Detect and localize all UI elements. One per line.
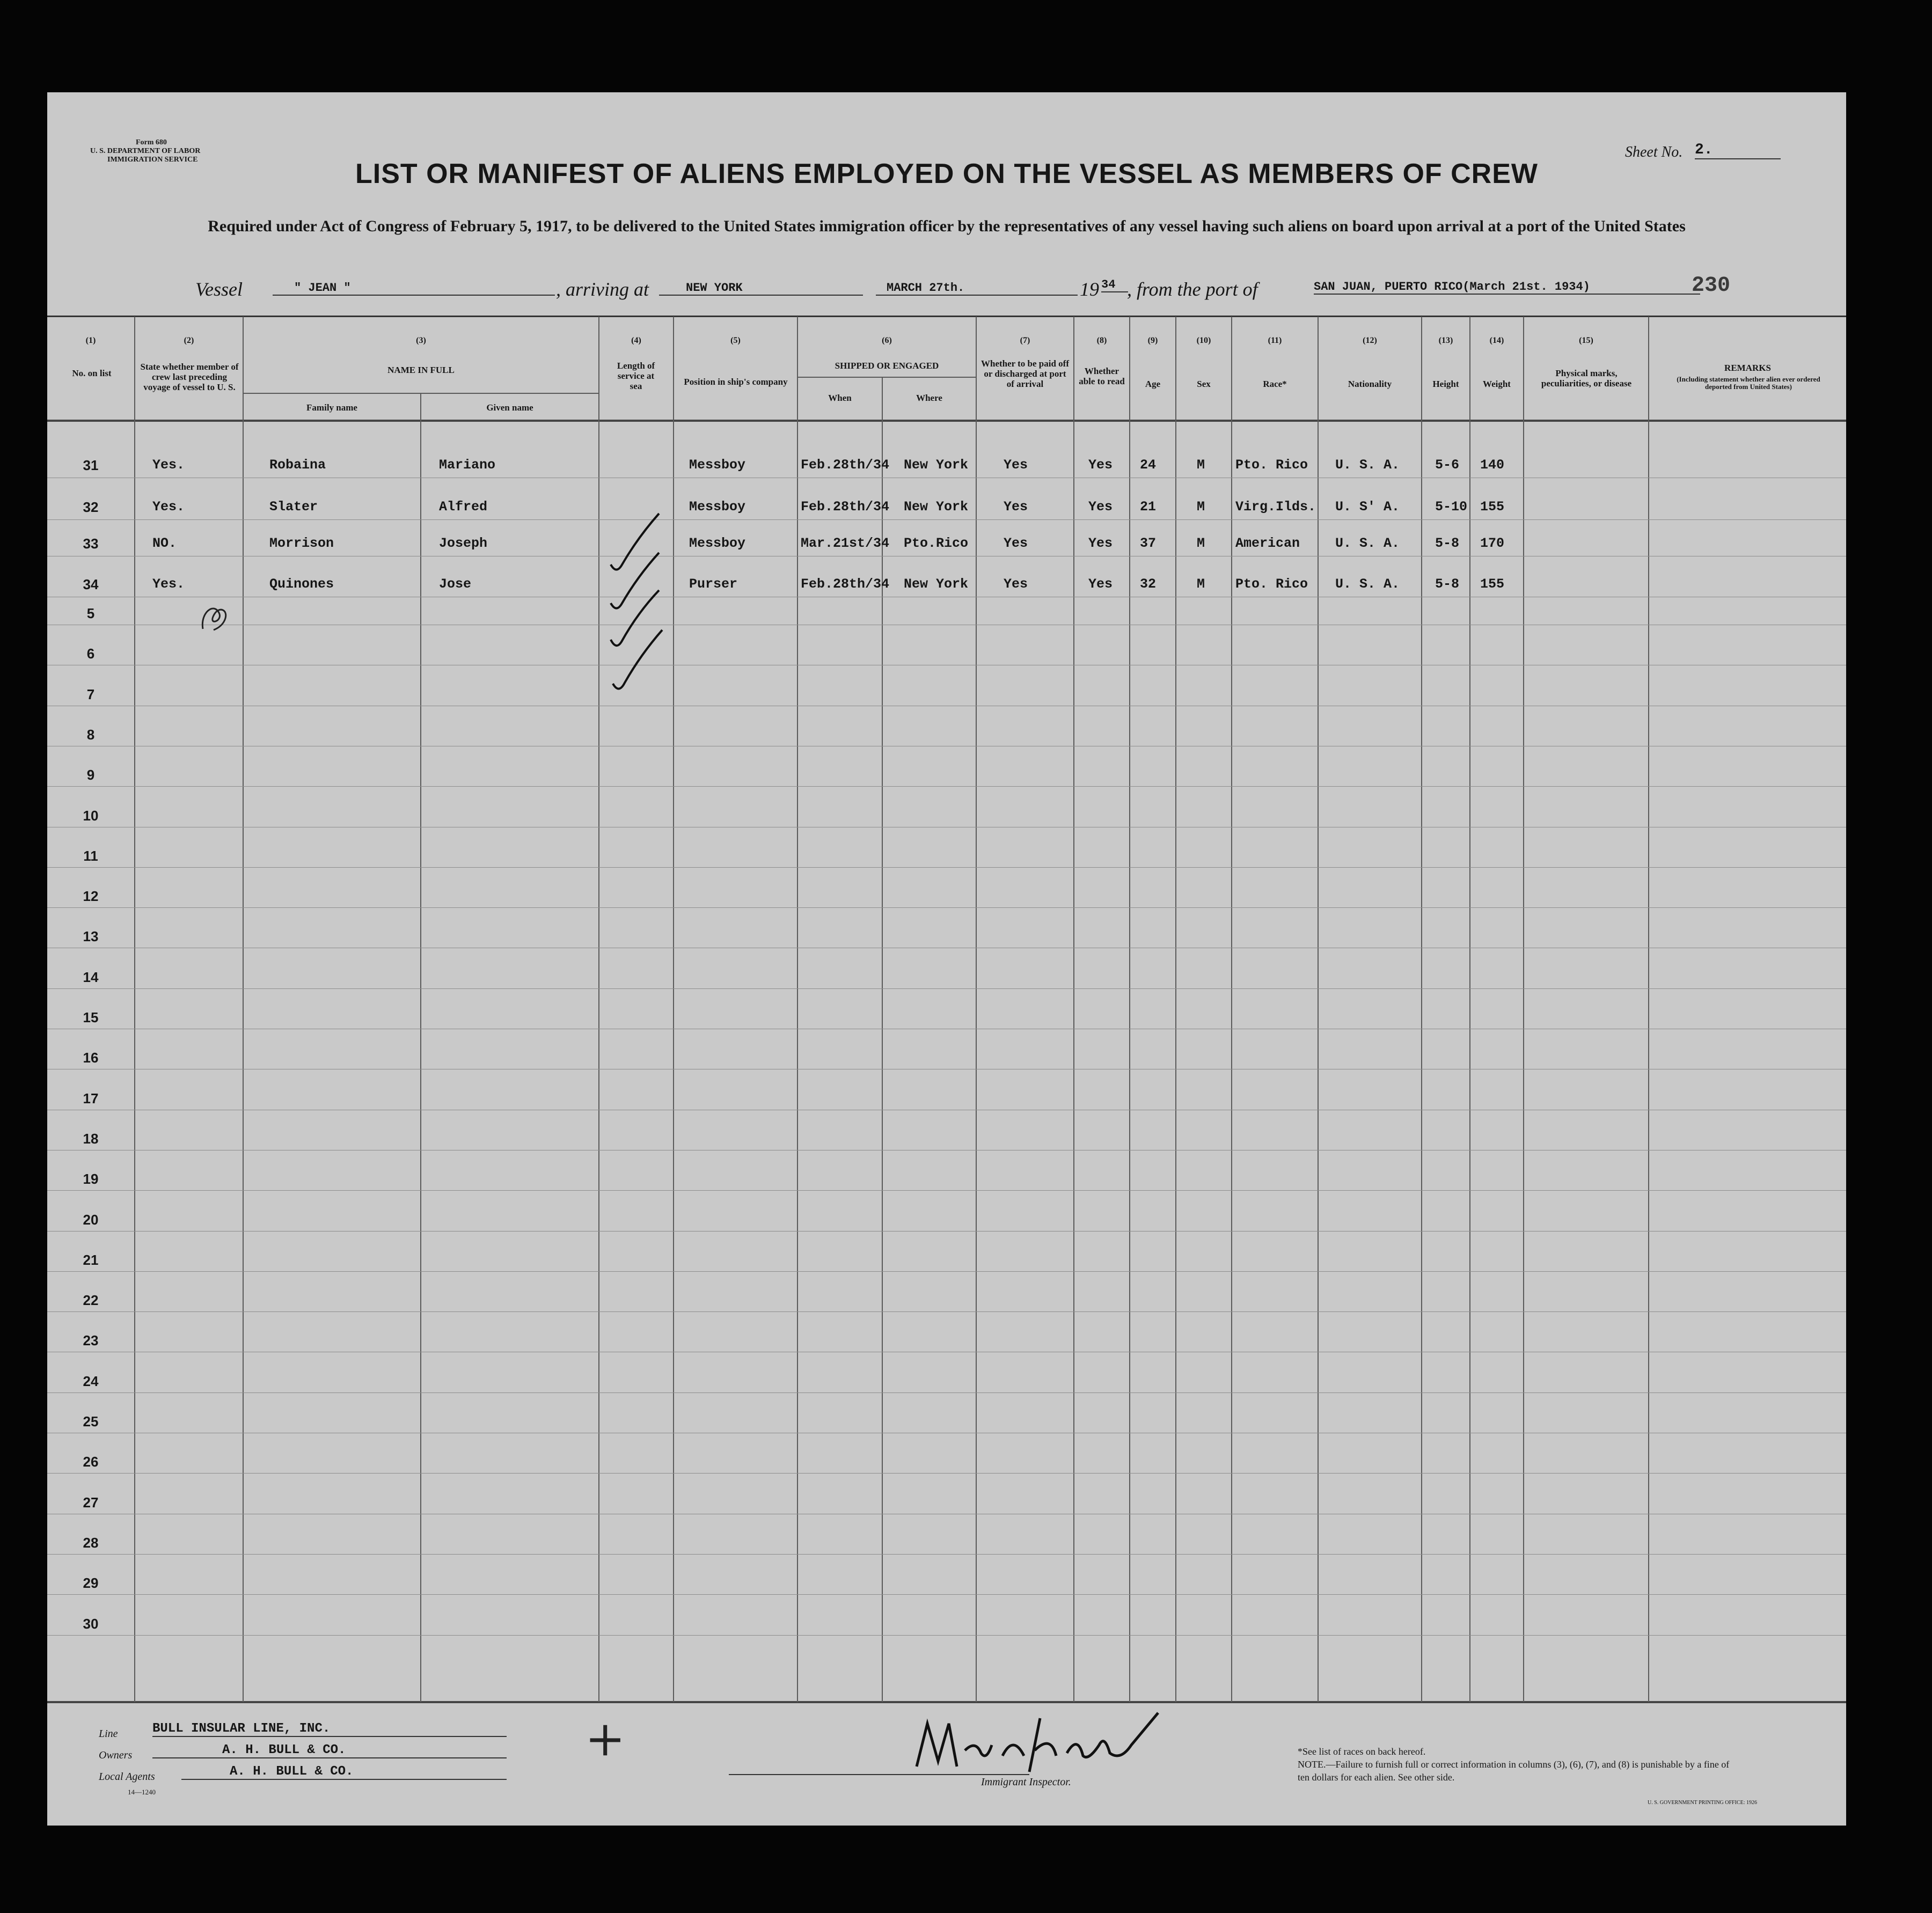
cell-shipped-where: Pto.Rico — [904, 536, 969, 551]
cell-age: 21 — [1140, 499, 1157, 515]
row-number: 31 — [83, 457, 99, 473]
cell-read: Yes — [1088, 457, 1113, 473]
col-header-paid-off: Whether to be paid off or discharged at port of arrival — [980, 358, 1069, 389]
check-mark — [611, 553, 659, 609]
col-header-race: Race* — [1263, 379, 1287, 389]
department-name: U. S. DEPARTMENT OF LABOR — [90, 147, 201, 155]
service-name: IMMIGRATION SERVICE — [107, 156, 198, 164]
cell-read: Yes — [1088, 536, 1113, 551]
col-header-shipped: SHIPPED OR ENGAGED — [835, 361, 939, 371]
cell-shipped-where: New York — [904, 576, 969, 592]
col-header-remarks: REMARKS — [1724, 363, 1771, 373]
cell-shipped-where: New York — [904, 499, 969, 515]
row-number: 18 — [83, 1130, 99, 1147]
cell-paid-off: Yes — [1004, 499, 1028, 515]
col-divider — [1175, 317, 1176, 1702]
col-divider — [598, 317, 599, 1702]
cell-shipped-where: New York — [904, 457, 969, 473]
col-header-when: When — [828, 393, 852, 403]
cell-prev-voyage: Yes. — [152, 457, 185, 473]
year-suffix: 34 — [1101, 278, 1128, 292]
cell-sex: M — [1197, 576, 1205, 592]
races-note: *See list of races on back hereof. — [1298, 1746, 1426, 1757]
row-rule — [47, 1311, 1846, 1312]
printer-imprint: U. S. GOVERNMENT PRINTING OFFICE: 1926 — [1648, 1800, 1757, 1806]
handwritten-initials — [197, 597, 240, 640]
cell-family-name: Quinones — [269, 576, 334, 592]
cell-paid-off: Yes — [1004, 457, 1028, 473]
check-mark — [611, 590, 659, 646]
row-number: 29 — [83, 1575, 99, 1592]
cell-sex: M — [1197, 457, 1205, 473]
col-header-weight: Weight — [1483, 379, 1511, 389]
row-rule — [47, 1392, 1846, 1393]
row-number: 9 — [86, 767, 95, 783]
col-num: (8) — [1096, 336, 1107, 345]
col-divider — [1648, 317, 1649, 1702]
row-number: 25 — [83, 1413, 99, 1430]
row-rule — [47, 1554, 1846, 1555]
col-divider — [976, 317, 977, 1702]
from-port: SAN JUAN, PUERTO RICO(March 21st. 1934) — [1314, 280, 1700, 295]
col-header-remarks-note: (Including statement whether alien ever ordered deported from United States) — [1677, 375, 1820, 391]
row-number: 12 — [83, 888, 99, 905]
row-number: 32 — [83, 499, 99, 515]
row-number: 23 — [83, 1332, 99, 1349]
col-num: (15) — [1579, 336, 1593, 345]
row-number: 11 — [83, 847, 98, 864]
line-value: BULL INSULAR LINE, INC. — [152, 1721, 507, 1737]
arriving-label: , arriving at — [556, 278, 649, 300]
inspector-label: Immigrant Inspector. — [981, 1776, 1071, 1788]
row-rule — [47, 1271, 1846, 1272]
col-divider — [1523, 317, 1524, 1702]
col-header-where: Where — [916, 393, 942, 403]
cell-race: Pto. Rico — [1235, 576, 1308, 592]
row-number: 22 — [83, 1292, 99, 1309]
cell-sex: M — [1197, 499, 1205, 515]
col-divider — [1231, 317, 1232, 1702]
cell-read: Yes — [1088, 576, 1113, 592]
cell-weight: 155 — [1480, 576, 1505, 592]
row-number: 5 — [86, 605, 95, 621]
cell-position: Messboy — [689, 536, 746, 551]
col-header-physical-marks: Physical marks, peculiarities, or disease — [1541, 368, 1632, 389]
row-rule — [47, 786, 1846, 787]
row-number: 28 — [83, 1534, 99, 1551]
cell-nationality: U. S' A. — [1335, 499, 1400, 515]
cell-prev-voyage: NO. — [152, 536, 177, 551]
col-num: (7) — [1020, 336, 1030, 345]
cell-weight: 155 — [1480, 499, 1505, 515]
cell-height: 5-10 — [1435, 499, 1468, 515]
row-number: 13 — [83, 928, 99, 945]
row-number: 24 — [83, 1373, 99, 1389]
inspector-signature — [906, 1702, 1239, 1788]
row-rule — [47, 1231, 1846, 1232]
col-num: (3) — [416, 336, 426, 345]
col-header-service: Length of service at sea — [617, 361, 655, 391]
cell-height: 5-8 — [1435, 576, 1460, 592]
owners-value: A. H. BULL & CO. — [152, 1743, 507, 1758]
col-header-position: Position in ship's company — [684, 377, 788, 387]
header-bottom-border — [47, 420, 1846, 422]
row-rule — [47, 988, 1846, 989]
form-number: Form 680 — [136, 138, 167, 146]
arrival-date: MARCH 27th. — [876, 281, 1078, 296]
cell-shipped-when: Feb.28th/34 — [801, 499, 890, 515]
row-number: 10 — [83, 807, 99, 824]
col-divider — [882, 377, 883, 1702]
cell-position: Purser — [689, 576, 738, 592]
cell-shipped-when: Feb.28th/34 — [801, 576, 890, 592]
inspector-signature-line — [729, 1774, 1029, 1775]
cell-family-name: Robaina — [269, 457, 326, 473]
row-number: 26 — [83, 1454, 99, 1470]
col-header-family-name: Family name — [306, 402, 357, 413]
row-number: 14 — [83, 969, 99, 985]
sheet-number: 2. — [1695, 142, 1781, 159]
col-header-height: Height — [1432, 379, 1459, 389]
cell-paid-off: Yes — [1004, 536, 1028, 551]
row-number: 15 — [83, 1009, 99, 1025]
check-marks — [600, 484, 675, 699]
col-divider — [1318, 317, 1319, 1702]
col-header-sex: Sex — [1197, 379, 1211, 389]
year-prefix: 19 — [1080, 278, 1099, 300]
cell-paid-off: Yes — [1004, 576, 1028, 592]
cell-prev-voyage: Yes. — [152, 576, 185, 592]
col-header-read: Whether able to read — [1079, 366, 1125, 386]
row-rule — [47, 1594, 1846, 1595]
owners-label: Owners — [99, 1749, 133, 1761]
col-divider — [1421, 317, 1422, 1702]
cell-position: Messboy — [689, 457, 746, 473]
fine-note: NOTE.—Failure to furnish full or correct information in columns (3), (6), (7), and (8) is punishable by a fine of ten dollars for each alien. See other side. — [1298, 1759, 1730, 1783]
cell-race: Pto. Rico — [1235, 457, 1308, 473]
cell-shipped-when: Feb.28th/34 — [801, 457, 890, 473]
cell-given-name: Mariano — [439, 457, 496, 473]
row-number: 21 — [83, 1251, 99, 1268]
row-number: 34 — [83, 576, 99, 592]
row-rule — [47, 907, 1846, 908]
cell-shipped-when: Mar.21st/34 — [801, 536, 890, 551]
vessel-label: Vessel — [195, 278, 243, 300]
row-rule — [47, 1635, 1846, 1636]
row-number: 30 — [83, 1615, 99, 1632]
cell-weight: 140 — [1480, 457, 1505, 473]
shipped-subheader-rule — [797, 377, 976, 378]
col-num: (5) — [730, 336, 741, 345]
row-number: 27 — [83, 1494, 99, 1511]
row-number: 6 — [86, 646, 95, 662]
cell-nationality: U. S. A. — [1335, 457, 1400, 473]
cell-nationality: U. S. A. — [1335, 536, 1400, 551]
line-label: Line — [99, 1728, 118, 1740]
col-divider — [1073, 317, 1074, 1702]
row-number: 16 — [83, 1050, 99, 1066]
cell-position: Messboy — [689, 499, 746, 515]
col-num: (13) — [1438, 336, 1453, 345]
row-number: 7 — [86, 686, 95, 702]
col-num: (12) — [1363, 336, 1377, 345]
col-header-no: No. on list — [72, 368, 112, 378]
col-header-nationality: Nationality — [1348, 379, 1392, 389]
arriving-port: NEW YORK — [659, 281, 863, 296]
form-code: 14—1240 — [128, 1788, 156, 1796]
cell-sex: M — [1197, 536, 1205, 551]
manifest-sheet — [47, 92, 1846, 1826]
col-num: (11) — [1268, 336, 1282, 345]
cell-given-name: Joseph — [439, 536, 488, 551]
col-divider — [243, 317, 244, 1702]
col-divider — [1129, 317, 1130, 1702]
col-num: (1) — [85, 336, 96, 345]
page-title: LIST OR MANIFEST OF ALIENS EMPLOYED ON THE VESSEL AS MEMBERS OF CREW — [355, 158, 1538, 189]
row-number: 19 — [83, 1171, 99, 1188]
cell-age: 24 — [1140, 457, 1157, 473]
agents-value: A. H. BULL & CO. — [181, 1764, 507, 1780]
col-header-name: NAME IN FULL — [387, 365, 455, 375]
col-divider — [1469, 317, 1470, 1702]
vessel-name: " JEAN " — [273, 281, 555, 296]
col-divider — [420, 393, 421, 1702]
col-divider — [797, 317, 798, 1702]
cell-height: 5-8 — [1435, 536, 1460, 551]
sheet-label: Sheet No. — [1625, 144, 1683, 160]
row-number: 20 — [83, 1211, 99, 1228]
cell-nationality: U. S. A. — [1335, 576, 1400, 592]
check-mark — [613, 630, 662, 689]
col-header-prev-voyage: State whether member of crew last preceding voyage of vessel to U. S. — [140, 362, 239, 392]
cell-age: 32 — [1140, 576, 1157, 592]
row-number: 33 — [83, 536, 99, 552]
agents-label: Local Agents — [99, 1771, 155, 1783]
row-number: 8 — [86, 726, 95, 743]
cell-family-name: Morrison — [269, 536, 334, 551]
stamp-number: 230 — [1692, 274, 1731, 298]
col-num: (6) — [882, 336, 892, 345]
col-num: (2) — [184, 336, 194, 345]
col-divider — [134, 317, 135, 1702]
row-rule — [47, 867, 1846, 868]
cell-race: Virg.Ilds. — [1235, 499, 1316, 515]
col-header-given-name: Given name — [486, 402, 533, 413]
page-subtitle: Required under Act of Congress of February 5, 1917, to be delivered to the United States immigration officer by the representatives of any vessel having such aliens on board upon arrival at a port of the United States — [208, 217, 1686, 235]
cell-race: American — [1235, 536, 1300, 551]
table-top-border — [47, 316, 1846, 317]
cell-given-name: Alfred — [439, 499, 488, 515]
name-subheader-rule — [243, 393, 598, 394]
cell-height: 5-6 — [1435, 457, 1460, 473]
row-rule — [47, 1473, 1846, 1474]
from-port-label: , from the port of — [1127, 278, 1258, 300]
cell-age: 37 — [1140, 536, 1157, 551]
col-num: (14) — [1489, 336, 1504, 345]
cell-prev-voyage: Yes. — [152, 499, 185, 515]
plus-mark: + — [585, 1711, 626, 1767]
col-num: (4) — [631, 336, 641, 345]
col-num: (10) — [1196, 336, 1211, 345]
cell-read: Yes — [1088, 499, 1113, 515]
row-rule — [47, 519, 1846, 520]
cell-weight: 170 — [1480, 536, 1505, 551]
cell-given-name: Jose — [439, 576, 472, 592]
row-number: 17 — [83, 1090, 99, 1106]
cell-family-name: Slater — [269, 499, 318, 515]
col-num: (9) — [1147, 336, 1158, 345]
col-header-age: Age — [1145, 379, 1161, 389]
row-rule — [47, 1190, 1846, 1191]
